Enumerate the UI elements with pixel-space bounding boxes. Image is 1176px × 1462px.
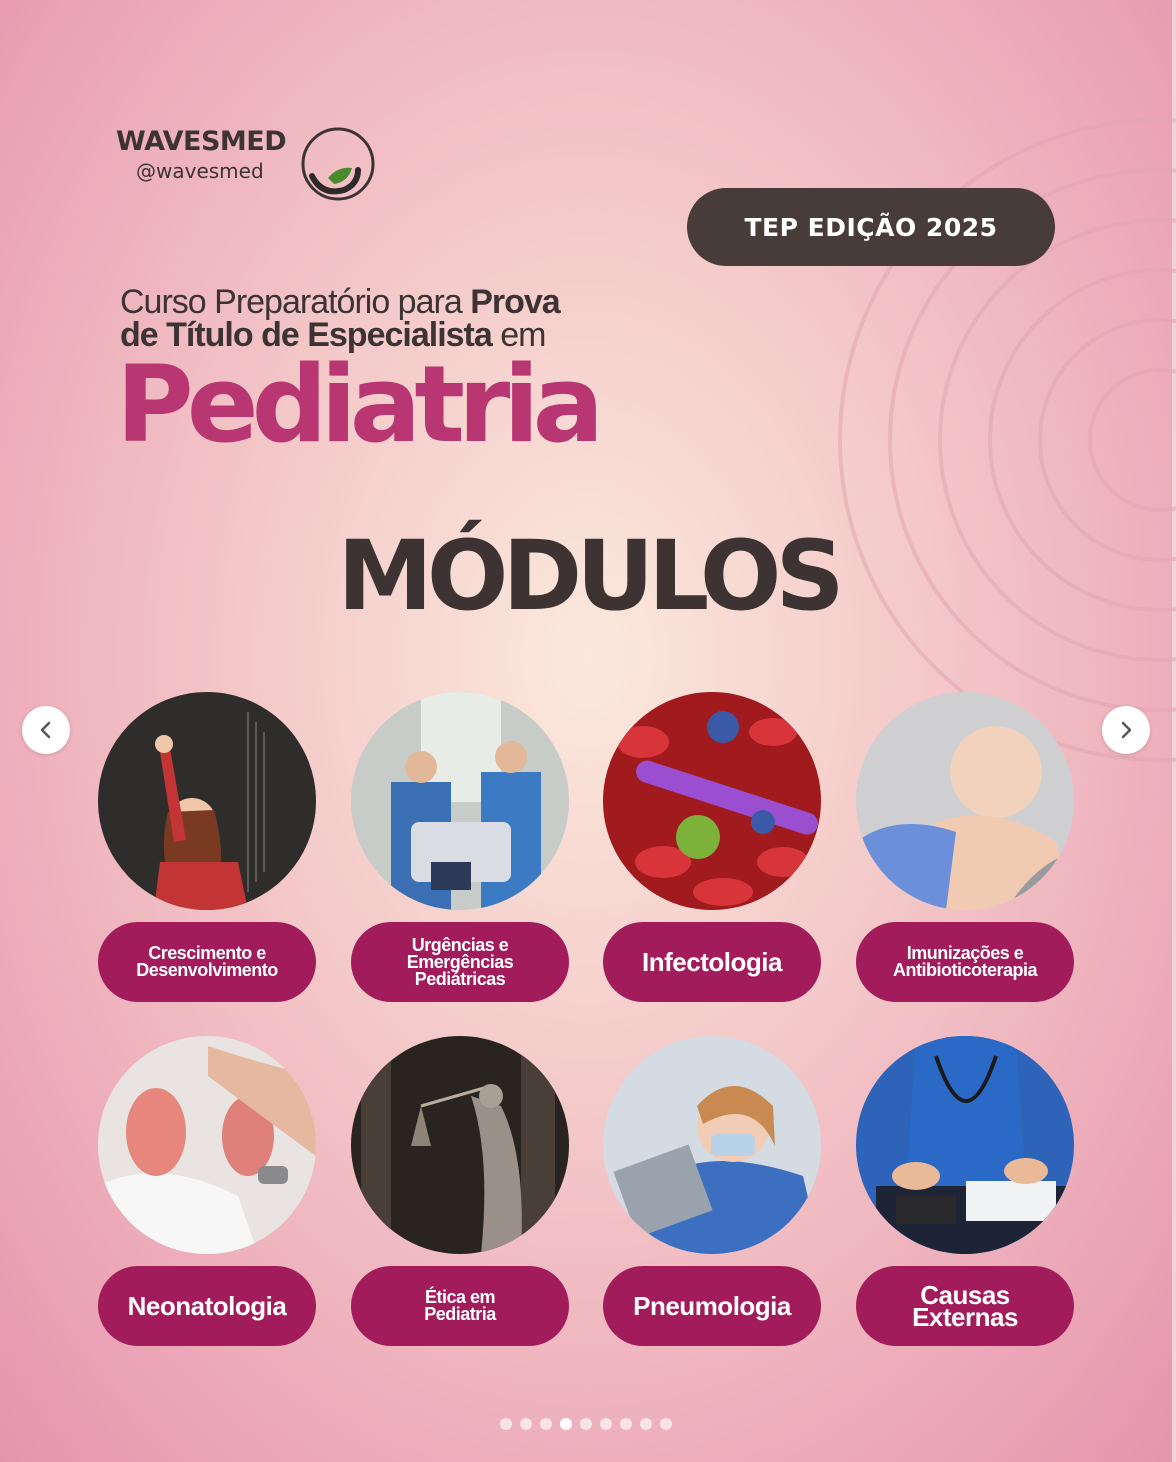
chevron-right-icon — [1116, 720, 1136, 740]
module-pill-5[interactable] — [98, 1266, 316, 1346]
carousel-next-button[interactable] — [1102, 706, 1150, 754]
carousel-dot[interactable] — [620, 1418, 632, 1430]
module-photo-ethics — [351, 1036, 569, 1254]
section-title: MÓDULOS — [337, 520, 839, 632]
module-photo-urgencies — [351, 692, 569, 910]
module-label-line: Pediátricas — [414, 968, 506, 989]
brand-handle: @wavesmed — [136, 159, 264, 183]
module-photo-pneumology — [603, 1036, 821, 1254]
module-label-line: Causas — [920, 1280, 1010, 1310]
module-label-line: Antibioticoterapia — [892, 960, 1037, 980]
headline-line2-bold: de Título de Especialista — [120, 316, 492, 354]
carousel-dot[interactable] — [660, 1418, 672, 1430]
headline-line1-bold: Prova — [470, 283, 560, 321]
carousel-dot[interactable] — [540, 1418, 552, 1430]
carousel-dot[interactable] — [640, 1418, 652, 1430]
module-label-line: Externas — [912, 1302, 1018, 1332]
module-pill-1[interactable] — [98, 922, 316, 1002]
module-photo-neonatology — [98, 1036, 316, 1254]
module-pill-8[interactable] — [856, 1266, 1074, 1346]
brand-logo — [116, 128, 286, 183]
module-pill-7[interactable] — [603, 1266, 821, 1346]
module-label-line: Crescimento e — [148, 943, 266, 963]
module-label-line: Ética em — [424, 1287, 496, 1307]
module-label-line: Desenvolvimento — [136, 960, 278, 980]
carousel-dot[interactable] — [500, 1418, 512, 1430]
brand-name: WAVESMED — [116, 126, 287, 157]
headline-line2-regular: em — [491, 316, 546, 354]
module-label-line: Pneumologia — [633, 1291, 791, 1321]
carousel-dot[interactable] — [560, 1418, 572, 1430]
module-label-line: Pediatria — [424, 1304, 496, 1324]
edition-badge: TEP EDIÇÃO 2025 — [687, 188, 1055, 266]
module-pill-6[interactable] — [351, 1266, 569, 1346]
module-label-line: Neonatologia — [127, 1291, 287, 1321]
module-label-line: Urgências e — [411, 934, 509, 955]
module-photo-growth — [98, 692, 316, 910]
module-pill-4[interactable] — [856, 922, 1074, 1002]
wave-logo-icon — [298, 124, 378, 204]
carousel-dot[interactable] — [600, 1418, 612, 1430]
chevron-left-icon — [36, 720, 56, 740]
module-label-line: Imunizações e — [906, 943, 1024, 963]
module-photo-immunization — [856, 692, 1074, 910]
module-label-line: Emergências — [406, 951, 514, 972]
carousel-dot[interactable] — [520, 1418, 532, 1430]
module-photo-infectology — [603, 692, 821, 910]
specialty-title: Pediatria — [116, 343, 598, 466]
carousel-dot[interactable] — [580, 1418, 592, 1430]
module-pill-3[interactable] — [603, 922, 821, 1002]
headline-line1-regular: Curso Preparatório para — [120, 283, 471, 321]
module-label-line: Infectologia — [642, 947, 782, 977]
carousel-dots — [500, 1418, 672, 1430]
module-pill-2[interactable] — [351, 922, 569, 1002]
carousel-prev-button[interactable] — [22, 706, 70, 754]
module-photo-external-causes — [856, 1036, 1074, 1254]
